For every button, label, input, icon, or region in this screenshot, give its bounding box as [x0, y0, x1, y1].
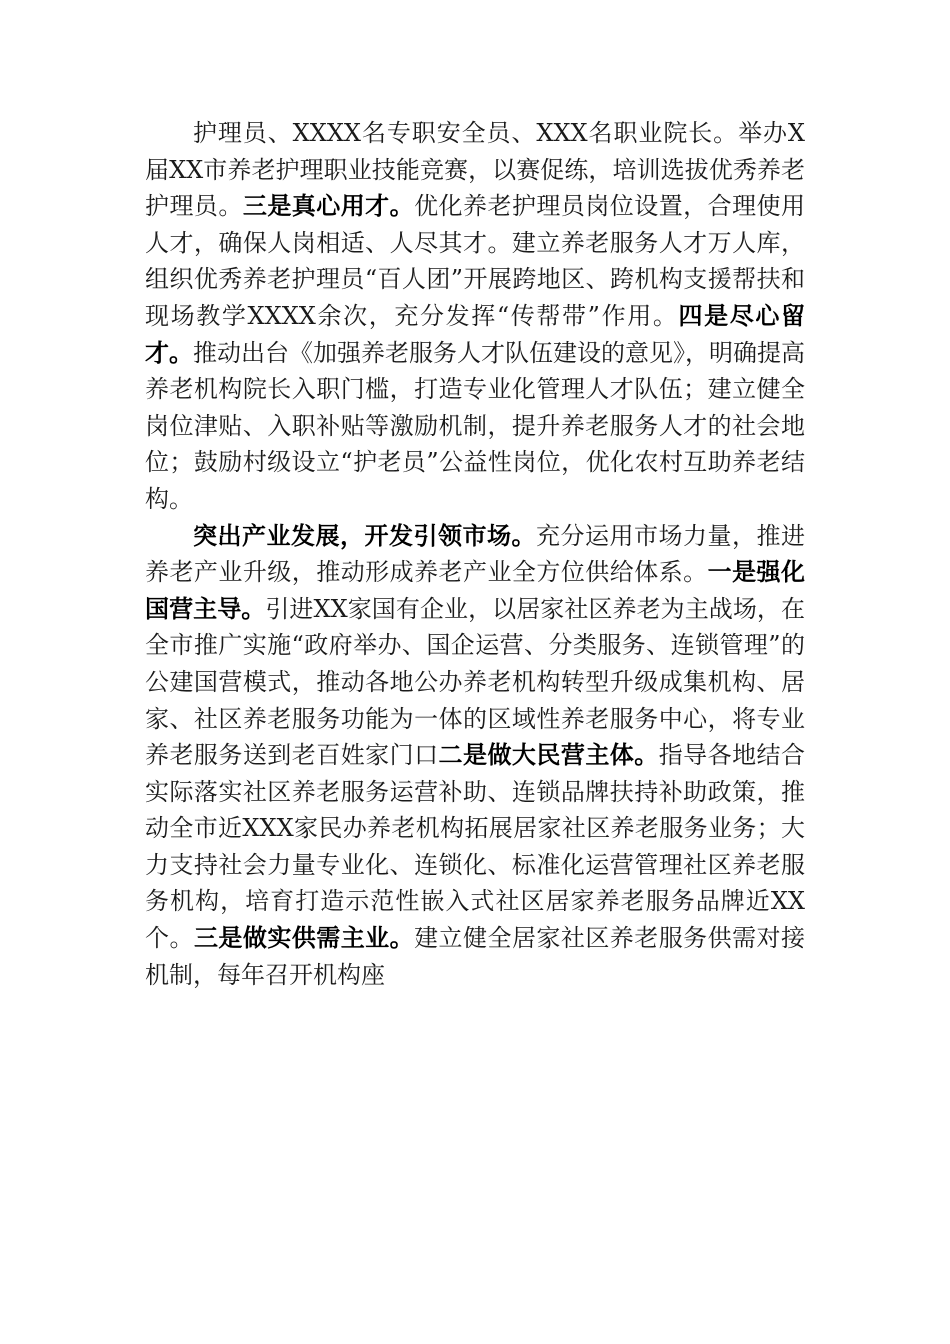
text-run: 引进XX家国有企业，以居家社区养老为主战场，在全市推广实施“政府举办、国企运营、分类服务、连锁管理”的公建国营模式，推动各地公办养老机构转型升级成集机构、居家、社区养老服务功能为一体的区域性养老服务中心，将专业养老服务送到老百姓家门口 [145, 594, 806, 770]
text-run: 护理员、XXXX名专职安全员、XXX名职业院长。举办X届XX市养老护理职业技能竞赛，以赛促练，培训选拔优秀养老护理员。 [145, 119, 805, 221]
text-run: 充分运用市场力量，推进养老产业升级，推动形成养老产业全方位供给体系。 [145, 521, 805, 587]
bold-heading-run: 三是真心用才。 [242, 191, 415, 221]
document-page [145, 115, 805, 993]
bold-heading-run: 一是强化国营主导。 [145, 557, 806, 623]
text-run: 建立健全居家社区养老服务供需对接机制，每年召开机构座 [145, 924, 806, 989]
text-run: 指导各地结合实际落实社区养老服务运营补助、连锁品牌扶持补助政策，推动全市近XXX家民办养老机构拓展居家社区养老服务业务；大力支持社会力量专业化、连锁化、标准化运营管理社区养老服务机构，培育打造示范性嵌入式社区居家养老服务品牌近XX个。 [145, 741, 806, 953]
bold-heading-run: 二是做大民营主体。 [438, 740, 659, 770]
body-paragraph [145, 115, 805, 518]
bold-heading-run: 四是尽心留才。 [145, 300, 806, 367]
text-run: 优化养老护理员岗位设置，合理使用人才，确保人岗相适、人尽其才。建立养老服务人才万人库，组织优秀养老护理员“百人团”开展跨地区、跨机构支援帮扶和现场教学XXXX余次，充分发挥“传帮带”作用。 [145, 192, 806, 330]
text-run: 推动出台《加强养老服务人才队伍建设的意见》，明确提高养老机构院长入职门槛，打造专业化管理人才队伍；建立健全岗位津贴、入职补贴等激励机制，提升养老服务人才的社会地位；鼓励村级设立“护老员”公益性岗位，优化农村互助养老结构。 [145, 338, 805, 513]
bold-heading-run: 突出产业发展，开发引领市场。 [193, 520, 536, 550]
bold-heading-run: 三是做实供需主业。 [193, 923, 415, 953]
body-paragraph [145, 518, 805, 994]
